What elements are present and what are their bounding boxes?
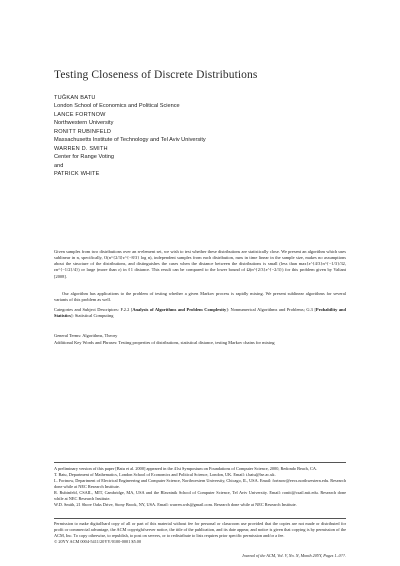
author-conjunction: and xyxy=(54,162,64,169)
paper-title: Testing Closeness of Discrete Distributions xyxy=(54,69,258,81)
footnote: T. Batu, Department of Mathematics, London School of Economics and Political Science, London, UK. Email: t.batu@lse.ac.uk. xyxy=(54,472,276,477)
author-list xyxy=(54,94,354,179)
footnote: W.D. Smith, 21 Shore Oaks Drive, Stony Brook, NY, USA. Email: warren.wds@gmail.com. Research done while at NEC Research Institute. xyxy=(54,502,297,507)
journal-footer: Journal of the ACM, Vol. V, No. N, Month 20YY, Pages 1–0??. xyxy=(241,553,346,558)
author-name: LANCE FORTNOW xyxy=(54,111,106,118)
abstract-paragraph: Given samples from two distributions over an n-element set, we wish to test whether these distributions are statistically close. We present an algorithm which uses sublinear in n, specifically, O(n^{2/3}ε^{−8/3} log n), independent samples from each distribution, runs in time linear in the sample size, makes no assumptions about the structure of the distributions, and distinguishes the cases when the distance between the distributions is small (less than max{ε^{4/3}n^{−1/3}/32, εn^{−1/2}/4}) or large (more than ε) in ℓ1 distance. This result can be compared to the lower bound of Ω(n^{2/3}ε^{−2/3}) for this problem given by Valiant [2008]. xyxy=(54,249,346,279)
keywords: Additional Key Words and Phrases: Testing properties of distributions, statistical distance, testing Markov chains for mixing xyxy=(54,340,275,345)
author-affiliation: London School of Economics and Political Science xyxy=(54,103,180,110)
author-name: WARREN D. SMITH xyxy=(54,145,108,152)
author-name: RONITT RUBINFELD xyxy=(54,128,112,135)
author-affiliation: Northwestern University xyxy=(54,120,114,127)
author-name: TUĞKAN BATU xyxy=(54,95,96,101)
subject-categories xyxy=(54,307,346,319)
copyright-line: © 20YY ACM 0004-5411/20YY/0100-0001 $5.00 xyxy=(54,539,142,544)
category-bold: Analysis of Algorithms and Problem Complexity xyxy=(132,307,227,312)
author-affiliation: Massachusetts Institute of Technology and Tel Aviv University xyxy=(54,137,206,144)
categories-suffix: ]: Statistical Computing xyxy=(71,313,114,319)
footnote-divider xyxy=(54,462,346,463)
permission-divider xyxy=(54,518,346,519)
author-name: PATRICK WHITE xyxy=(54,171,100,178)
author-affiliation: Center for Range Voting xyxy=(54,154,115,161)
general-terms: General Terms: Algorithms, Theory xyxy=(54,333,118,338)
category-bold: Probability and Statistics xyxy=(54,307,346,319)
abstract-paragraph: Our algorithm has applications to the problem of testing whether a given Markov process is rapidly mixing. We present sublinear algorithms for several variants of this problem as well. xyxy=(54,291,346,303)
permission-notice xyxy=(54,521,346,545)
categories-mid: ]: Nonnumerical Algorithms and Problems; G.3 [ xyxy=(226,307,316,312)
categories-prefix: Categories and Subject Descriptors: F.2.2 [ xyxy=(54,307,133,312)
footnote: L. Fortnow, Department of Electrical Engineering and Computer Science, Northwestern University, Chicago, IL, USA. Email: fortnow@eecs.northwestern.edu. Research done while at NEC Research Institute. xyxy=(54,478,346,489)
footnote: A preliminary version of this paper [Batu et al. 2000] appeared in the 41st Symposium on Foundations of Computer Science, 2000, Redondo Beach, CA. xyxy=(54,466,318,471)
footnote: R. Rubinfeld, CSAIL, MIT, Cambridge, MA, USA and the Blavatnik School of Computer Science, Tel Aviv University. Email: ronitt@csail.mit.edu. Research done while at NEC Research Institute. xyxy=(54,490,346,501)
permission-text: Permission to make digital/hard copy of all or part of this material without fee for personal or classroom use provided that the copies are not made or distributed for profit or commercial advantage, the ACM copyright/server notice, the title of the publication, and its date appear, and notice is given that copying is by permission of the ACM, Inc. To copy otherwise, to republish, to post on servers, or to redistribute to lists requires prior specific permission and/or a fee. xyxy=(54,521,346,538)
footnotes xyxy=(54,466,346,508)
